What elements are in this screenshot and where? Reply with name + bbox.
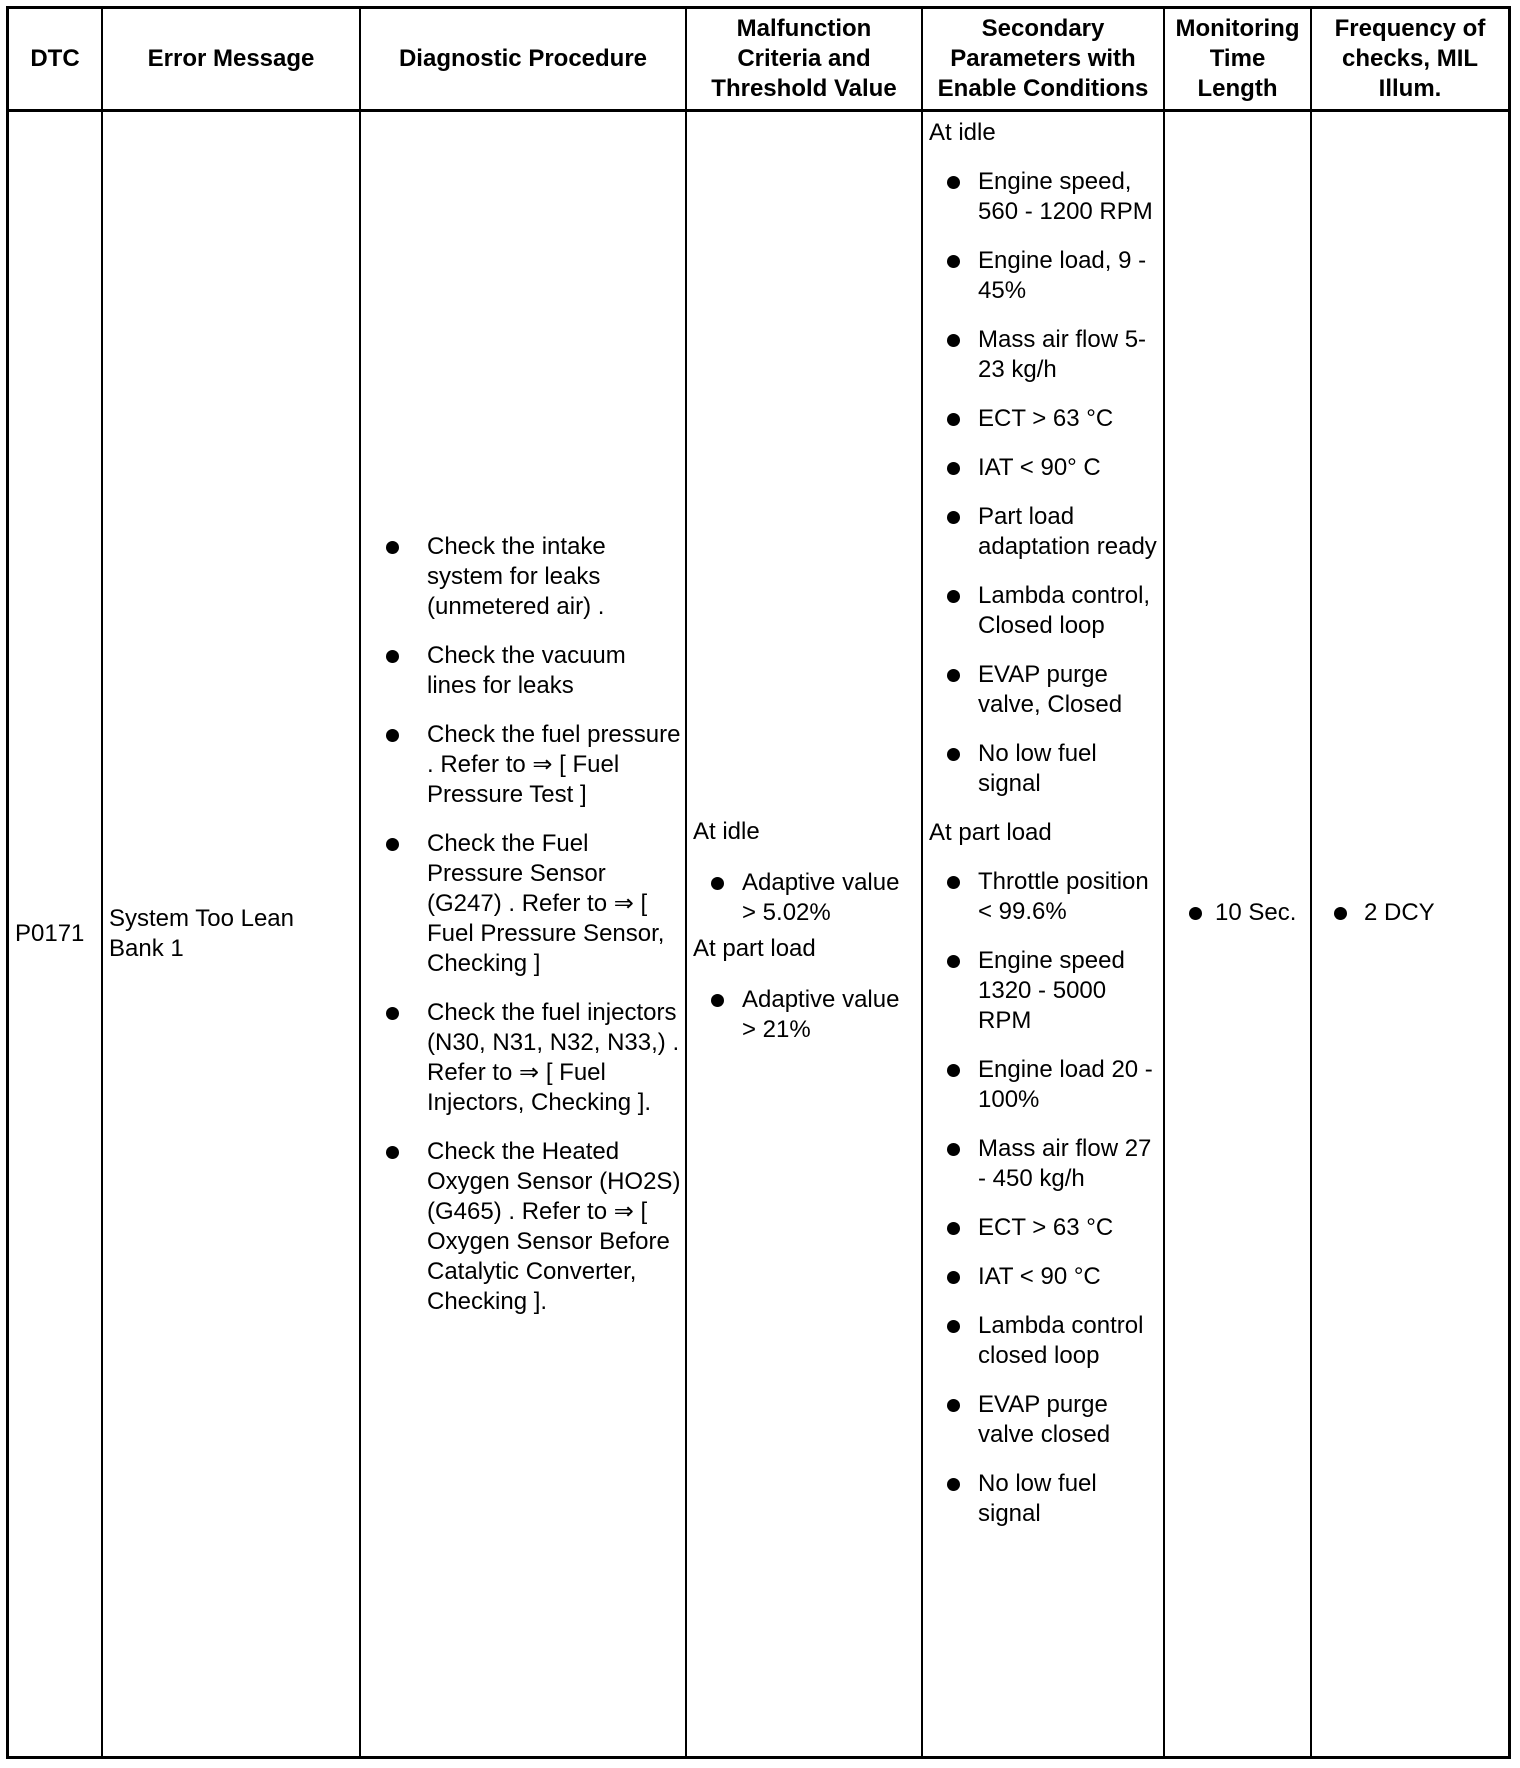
list-item bbox=[929, 502, 1159, 562]
list-item bbox=[386, 998, 681, 1118]
list-item-text: Part load adaptation ready bbox=[978, 503, 1157, 560]
list-item-text: ECT > 63 °C bbox=[978, 1214, 1114, 1241]
list-item-text: EVAP purge valve, Closed bbox=[978, 661, 1123, 718]
list-item-text: Mass air flow 5-23 kg/h bbox=[978, 326, 1147, 383]
list-item bbox=[929, 246, 1159, 306]
list-item-text: Adaptive value > 5.02% bbox=[742, 869, 900, 926]
params-idle-heading: At idle bbox=[929, 119, 996, 146]
list-item bbox=[929, 1055, 1159, 1115]
list-item bbox=[693, 868, 915, 928]
list-item bbox=[929, 404, 1159, 434]
list-item-text: Check the vacuum lines for leaks bbox=[427, 642, 626, 699]
list-item bbox=[929, 1213, 1159, 1243]
list-item bbox=[929, 167, 1159, 227]
list-item-text: Engine speed 1320 - 5000 RPM bbox=[978, 947, 1125, 1034]
criteria-idle-list bbox=[693, 868, 915, 928]
list-item-text: Check the intake system for leaks (unmetered air) . bbox=[427, 533, 606, 620]
list-item-text: Lambda control closed loop bbox=[978, 1312, 1144, 1369]
list-item-text: No low fuel signal bbox=[978, 1470, 1097, 1527]
cell-diagnostic-procedure bbox=[361, 112, 685, 1756]
list-item-text: IAT < 90 °C bbox=[978, 1263, 1101, 1290]
cell-error-message bbox=[103, 112, 359, 1756]
list-item bbox=[929, 1262, 1159, 1292]
list-item-text: Throttle position < 99.6% bbox=[978, 868, 1149, 925]
list-item-text: Engine load 20 - 100% bbox=[978, 1056, 1153, 1113]
header-secondary-parameters: Secondary Parameters with Enable Conditions bbox=[937, 15, 1149, 102]
params-part-load-heading: At part load bbox=[929, 819, 1052, 846]
list-item bbox=[929, 867, 1159, 927]
frequency-item bbox=[1334, 898, 1508, 928]
table-header-row bbox=[9, 9, 1508, 112]
cell-malfunction-criteria bbox=[687, 112, 921, 1756]
list-item-text: No low fuel signal bbox=[978, 740, 1097, 797]
dtc-table bbox=[6, 6, 1511, 1759]
list-item bbox=[386, 1137, 681, 1317]
criteria-idle-heading: At idle bbox=[693, 818, 760, 845]
list-item bbox=[929, 946, 1159, 1036]
list-item bbox=[693, 985, 915, 1045]
monitoring-time-list bbox=[1189, 898, 1310, 928]
header-malfunction-criteria: Malfunction Criteria and Threshold Value bbox=[711, 15, 897, 102]
list-item bbox=[386, 720, 681, 810]
monitoring-time-item bbox=[1189, 898, 1310, 928]
list-item bbox=[929, 1469, 1159, 1529]
cell-monitoring-time bbox=[1165, 112, 1310, 1756]
list-item bbox=[929, 581, 1159, 641]
list-item bbox=[929, 325, 1159, 385]
monitoring-time-value: 10 Sec. bbox=[1215, 899, 1297, 926]
list-item bbox=[929, 1390, 1159, 1450]
cell-dtc bbox=[9, 112, 101, 1756]
header-diagnostic-procedure: Diagnostic Procedure bbox=[398, 45, 648, 72]
header-dtc: DTC bbox=[30, 45, 80, 72]
list-item-text: Check the Fuel Pressure Sensor (G247) . Refer to ⇒ [ Fuel Pressure Sensor, Checking ] bbox=[427, 830, 665, 977]
list-item-text: Engine load, 9 - 45% bbox=[978, 247, 1147, 304]
list-item-text: IAT < 90° C bbox=[978, 454, 1101, 481]
criteria-part-load-list bbox=[693, 985, 915, 1045]
header-monitoring-time: Monitoring Time Length bbox=[1175, 15, 1300, 102]
params-idle-list bbox=[929, 167, 1159, 799]
list-item bbox=[929, 453, 1159, 483]
list-item bbox=[929, 660, 1159, 720]
list-item bbox=[386, 532, 681, 622]
list-item-text: EVAP purge valve closed bbox=[978, 1391, 1111, 1448]
dtc-code: P0171 bbox=[15, 920, 85, 947]
criteria-block bbox=[693, 817, 915, 1051]
list-item-text: Lambda control, Closed loop bbox=[978, 582, 1151, 639]
criteria-part-load-heading: At part load bbox=[693, 935, 816, 962]
list-item bbox=[929, 1311, 1159, 1371]
header-error-message: Error Message bbox=[147, 45, 315, 72]
list-item-text: Mass air flow 27 - 450 kg/h bbox=[978, 1135, 1152, 1192]
list-item-text: Check the Heated Oxygen Sensor (HO2S) (G465) . Refer to ⇒ [ Oxygen Sensor Before Catalytic Converter, Checking ]. bbox=[427, 1138, 681, 1315]
frequency-value: 2 DCY bbox=[1364, 899, 1435, 926]
list-item-text: Engine speed, 560 - 1200 RPM bbox=[978, 168, 1153, 225]
params-part-load-list bbox=[929, 867, 1159, 1529]
cell-secondary-parameters bbox=[923, 112, 1163, 1756]
cell-frequency bbox=[1312, 112, 1508, 1756]
list-item bbox=[929, 739, 1159, 799]
list-item bbox=[386, 829, 681, 979]
list-item bbox=[929, 1134, 1159, 1194]
procedure-list bbox=[386, 532, 681, 1336]
list-item-text: Check the fuel injectors (N30, N31, N32, N33,) . Refer to ⇒ [ Fuel Injectors, Checking ]. bbox=[427, 999, 680, 1116]
list-item-text: Check the fuel pressure . Refer to ⇒ [ Fuel Pressure Test ] bbox=[427, 721, 681, 808]
header-frequency: Frequency of checks, MIL Illum. bbox=[1334, 15, 1486, 102]
list-item bbox=[386, 641, 681, 701]
frequency-list bbox=[1334, 898, 1508, 928]
list-item-text: Adaptive value > 21% bbox=[742, 986, 900, 1043]
list-item-text: ECT > 63 °C bbox=[978, 405, 1114, 432]
error-message-text: System Too Lean Bank 1 bbox=[109, 905, 295, 962]
